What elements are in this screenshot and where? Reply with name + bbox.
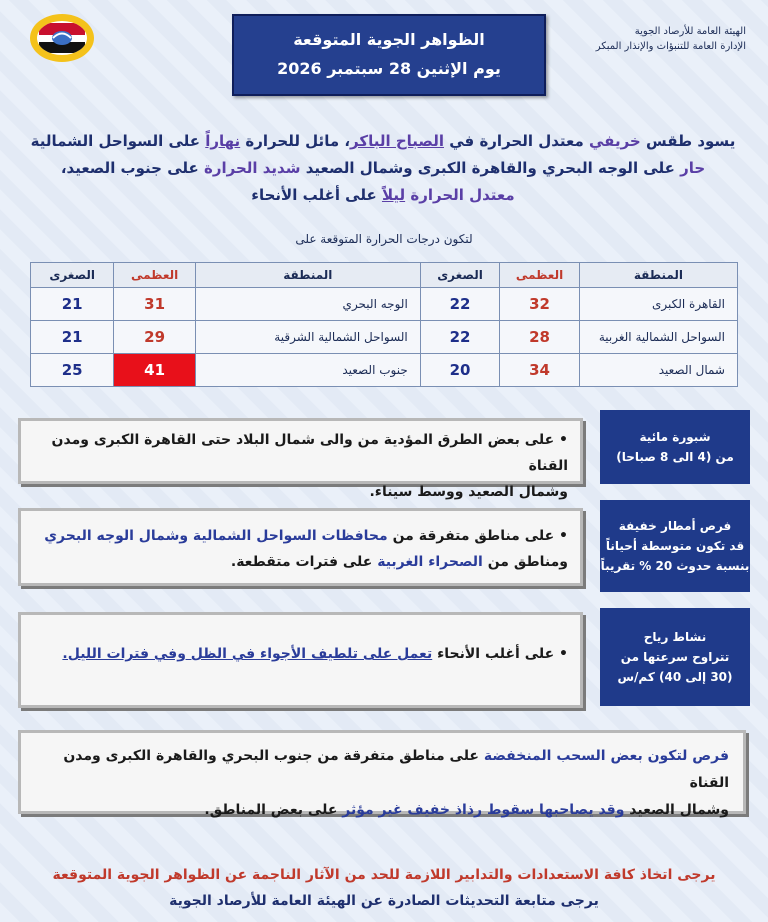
table-row [31,354,738,387]
intro-text: معتدل الحرارة في [449,132,584,150]
min-temp-cell: 25 [31,354,114,387]
intro-summary [28,128,738,209]
max-temp-cell: 32 [500,288,580,321]
intro-highlight: شديد الحرارة [203,159,301,177]
phenomenon-fog [12,410,750,500]
min-temp-cell: 21 [31,321,114,354]
rain-description: • على مناطق متفرقة من محافظات السواحل الشمالية وشمال الوجه البحري ومناطق من الصحراء الغربية على فترات متقطعة. [18,508,583,586]
intro-text: ، مائل للحرارة [245,132,351,150]
fog-description: • على بعض الطرق المؤدية من والى شمال البلاد حتى القاهرة الكبرى ومدن القناة وشمال الصعيد ووسط سيناء. [18,418,583,484]
clouds-text: على مناطق متفرقة من جنوب البحري والقاهرة الكبرى ومدن القناة [63,748,729,791]
temperature-table [30,262,738,387]
region-cell: جنوب الصعيد [195,354,420,387]
desc-text: على أغلب الأنحاء [437,646,555,662]
region-cell: الوجه البحري [195,288,420,321]
wind-description: • على أغلب الأنحاء تعمل على تلطيف الأجواء في الظل وفي فترات الليل. [18,612,583,708]
label-line: قد تكون متوسطة أحياناً [605,539,745,553]
min-temp-cell: 20 [420,354,500,387]
region-cell: شمال الصعيد [579,354,737,387]
clouds-note [18,730,746,818]
label-line: نشاط رياح [643,630,707,644]
region-cell: السواحل الشمالية الغربية [579,321,737,354]
label-line: فرص أمطار خفيفة [618,519,732,533]
table-caption: لتكون درجات الحرارة المتوقعة على [295,232,473,246]
label-line: شبورة مائية [639,430,711,444]
region-cell: السواحل الشمالية الشرقية [195,321,420,354]
title-box [232,14,546,96]
phenomenon-rain [12,500,750,596]
desc-text: على بعض الطرق المؤدية من والى شمال البلاد حتى القاهرة الكبرى ومدن القناة [51,432,568,474]
desc-text: وشمال الصعيد ووسط سيناء. [369,484,568,500]
min-temp-cell: 21 [31,288,114,321]
org-line-1: الهيئة العامة للأرصاد الجوية [634,26,746,37]
col-header-region: المنطقة [195,263,420,288]
table-header-row [31,263,738,288]
max-temp-cell-highlight: 41 [114,354,195,387]
region-cell: القاهرة الكبرى [579,288,737,321]
min-temp-cell: 22 [420,321,500,354]
page-title: الظواهر الجوية المتوقعة [293,30,485,49]
intro-text: على جنوب الصعيد، [60,159,199,177]
intro-text: على أغلب الأنحاء [251,186,377,204]
footer-followup: يرجى متابعة التحديثات الصادرة عن الهيئة العامة للأرصاد الجوية [169,893,599,909]
organization-name [536,24,746,54]
max-temp-cell: 28 [500,321,580,354]
desc-highlight: الصحراء الغربية [377,554,483,570]
org-line-2: الإدارة العامة للتنبؤات والإنذار المبكر [595,41,746,52]
clouds-text: على بعض المناطق. [204,802,338,818]
min-temp-cell: 22 [420,288,500,321]
clouds-highlight: فرص لتكون بعض السحب المنخفضة [483,748,729,764]
col-header-region: المنطقة [579,263,737,288]
ema-logo [30,14,94,62]
intro-text: على السواحل الشمالية [30,132,200,150]
fog-label [600,410,750,484]
label-line: من (4 الى 8 صباحا) [616,450,734,464]
label-line: تتراوح سرعتها من [620,650,730,664]
label-line: بنسبة حدوث 20 % تقريباً [600,559,750,573]
table-row [31,288,738,321]
col-header-min: الصغرى [31,263,114,288]
intro-highlight: نهاراً [205,132,241,150]
max-temp-cell: 31 [114,288,195,321]
label-line: (30 إلى 40) كم/س [617,670,733,684]
desc-text: ومناطق من [487,554,568,570]
col-header-min: الصغرى [420,263,500,288]
max-temp-cell: 34 [500,354,580,387]
intro-highlight: معتدل الحرارة [410,186,515,204]
intro-highlight: خريفي [589,132,641,150]
footer-notice [0,862,768,914]
intro-text: على الوجه البحري والقاهرة الكبرى وشمال الصعيد [305,159,675,177]
clouds-highlight: وقد يصاحبها سقوط رذاذ خفيف غير مؤثر [342,802,625,818]
intro-text: يسود طقس [645,132,736,150]
intro-highlight: الصباح الباكر [350,132,444,150]
col-header-max: العظمى [500,263,580,288]
table-row [31,321,738,354]
phenomenon-wind [12,608,750,710]
col-header-max: العظمى [114,263,195,288]
rain-label [600,500,750,592]
forecast-date: يوم الإثنين 28 سبتمبر 2026 [277,59,501,78]
clouds-text: وشمال الصعيد [629,802,729,818]
footer-warning: يرجى اتخاذ كافة الاستعدادات والتدابير اللازمة للحد من الآثار الناجمة عن الظواهر الجوية المتوقعة [52,867,716,883]
desc-highlight: تعمل على تلطيف الأجواء في الظل وفي فترات الليل. [62,646,433,662]
intro-highlight: حار [680,159,706,177]
intro-highlight: ليلاً [381,186,406,204]
desc-text: على فترات متقطعة. [230,554,373,570]
max-temp-cell: 29 [114,321,195,354]
wind-label [600,608,750,706]
desc-text: على مناطق متفرقة من [392,528,555,544]
desc-highlight: محافظات السواحل الشمالية وشمال الوجه البحري [44,528,388,544]
